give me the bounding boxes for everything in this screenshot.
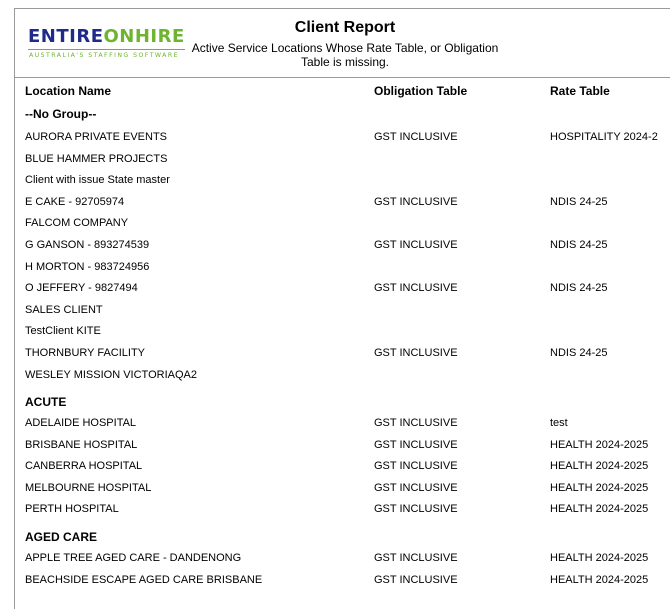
table-row [15,196,670,212]
logo-wordmark [28,27,185,47]
column-header-obligation: Obligation Table [374,84,468,98]
location-cell: CANBERRA HOSPITAL [25,460,143,473]
rate-cell: NDIS 24-25 [550,282,608,295]
location-cell: H MORTON - 983724956 [25,260,150,273]
obligation-cell: GST INCLUSIVE [374,347,458,359]
obligation-cell: GST INCLUSIVE [374,282,458,295]
table-row [15,482,670,498]
obligation-cell: GST INCLUSIVE [374,503,458,516]
location-cell: BRISBANE HOSPITAL [25,438,138,451]
obligation-cell: GST INCLUSIVE [374,195,458,208]
location-cell: ADELAIDE HOSPITAL [25,417,137,429]
table-row [15,261,670,277]
rate-cell: NDIS 24-25 [550,239,608,251]
rate-cell: HEALTH 2024-2025 [550,573,649,586]
rate-cell: NDIS 24-25 [550,347,608,359]
location-cell: G GANSON - 893274539 [25,239,150,251]
rate-cell: HEALTH 2024-2025 [550,460,649,473]
location-cell: TestClient KITE [25,325,101,338]
table-row [15,131,670,147]
obligation-cell: GST INCLUSIVE [374,481,458,494]
location-cell: WESLEY MISSION VICTORIAQA2 [25,368,197,381]
rate-cell: NDIS 24-25 [550,195,608,208]
location-cell: BLUE HAMMER PROJECTS [25,152,168,165]
logo-underline [28,49,185,50]
table-row [15,347,670,363]
group-heading: AGED CARE [25,530,98,544]
report-page [14,8,670,609]
table-row [15,239,670,255]
obligation-cell: GST INCLUSIVE [374,239,458,251]
table-row [15,325,670,341]
location-cell: THORNBURY FACILITY [25,347,146,359]
logo-tagline: AUSTRALIA'S STAFFING SOFTWARE [29,52,179,59]
rate-cell: HEALTH 2024-2025 [550,481,649,494]
location-cell: E CAKE - 92705974 [25,195,125,208]
table-row [15,439,670,455]
obligation-cell: GST INCLUSIVE [374,131,458,143]
location-cell: PERTH HOSPITAL [25,503,119,516]
company-logo [28,27,188,67]
rate-cell: HEALTH 2024-2025 [550,552,649,564]
report-header [15,9,670,78]
obligation-cell: GST INCLUSIVE [374,573,458,586]
table-row [15,460,670,476]
table-row [15,153,670,169]
location-cell: MELBOURNE HOSPITAL [25,481,152,494]
location-cell: SALES CLIENT [25,303,103,316]
logo-name-part1: ENTIRE [28,26,104,47]
location-cell: Client with issue State master [25,174,170,187]
table-row [15,304,670,320]
table-row [15,174,670,190]
table-row [15,574,670,590]
location-cell: AURORA PRIVATE EVENTS [25,131,168,143]
location-cell: FALCOM COMPANY [25,217,129,230]
logo-name-part2: ONHIRE [103,26,185,47]
table-row [15,417,670,433]
obligation-cell: GST INCLUSIVE [374,438,458,451]
table-row [15,217,670,233]
group-heading: --No Group-- [25,107,97,121]
rate-cell: HEALTH 2024-2025 [550,503,649,516]
report-title: Client Report [294,19,396,36]
report-subtitle: Active Service Locations Whose Rate Table, or Obligation Table is missing. [191,41,499,69]
location-cell: APPLE TREE AGED CARE - DANDENONG [25,552,242,564]
rate-cell: HEALTH 2024-2025 [550,438,649,451]
column-header-rate: Rate Table [550,84,610,98]
group-heading: ACUTE [25,395,67,409]
column-header-location: Location Name [25,84,112,98]
table-row [15,503,670,519]
obligation-cell: GST INCLUSIVE [374,552,458,564]
rate-cell: test [550,417,568,429]
rate-cell: HOSPITALITY 2024-2 [550,131,658,143]
table-row [15,552,670,568]
table-row [15,282,670,298]
table-row [15,369,670,385]
location-cell: O JEFFERY - 9827494 [25,282,138,295]
location-cell: BEACHSIDE ESCAPE AGED CARE BRISBANE [25,573,263,586]
obligation-cell: GST INCLUSIVE [374,460,458,473]
obligation-cell: GST INCLUSIVE [374,417,458,429]
